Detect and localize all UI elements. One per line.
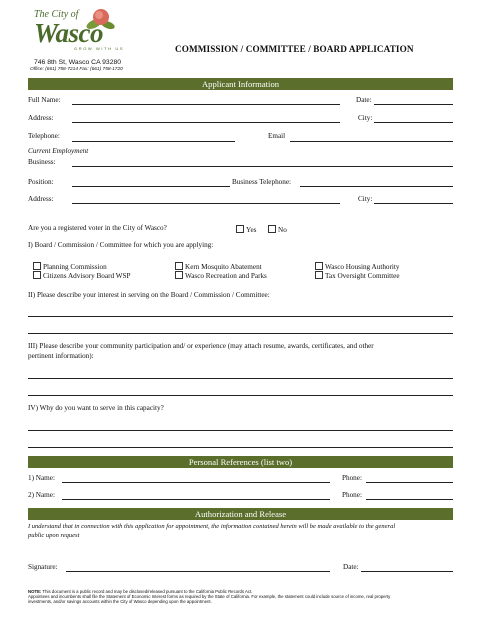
option-wasco-housing-authority[interactable] [315, 262, 400, 271]
email-label: Email [268, 132, 286, 140]
business-address-field[interactable] [72, 203, 340, 204]
position-field[interactable] [72, 186, 230, 187]
logo-the-city-of: The City of [34, 9, 79, 20]
footer-note [28, 589, 458, 604]
reference-1-name-label: 1) Name: [28, 474, 55, 482]
option-label: Wasco Recreation and Parks [185, 272, 267, 280]
business-address-label: Address: [28, 195, 54, 203]
reference-2-name-field[interactable] [62, 499, 330, 500]
checkbox[interactable] [315, 262, 323, 270]
option-tax-oversight-committee[interactable] [315, 271, 400, 280]
answer-3-line[interactable] [28, 395, 453, 396]
question-3-line-1: III) Please describe your community participation and/ or experience (may attach resume, awards, certificates, and other [28, 342, 374, 350]
note-line-3: investments, and/or savings accounts within the City of Wasco depending upon the appointment. [28, 599, 212, 604]
city-field[interactable] [374, 122, 453, 123]
address-field[interactable] [72, 122, 340, 123]
voter-yes-option[interactable] [236, 225, 256, 234]
checkbox[interactable] [315, 271, 323, 279]
date-field[interactable] [374, 104, 453, 105]
reference-1-phone-label: Phone: [342, 474, 362, 482]
reference-2-name-label: 2) Name: [28, 491, 55, 499]
voter-no-option[interactable] [268, 225, 287, 234]
answer-2-line[interactable] [28, 316, 453, 317]
question-4: IV) Why do you want to serve in this capacity? [28, 404, 164, 412]
signature-date-label: Date: [343, 563, 359, 571]
full-name-label: Full Name: [28, 96, 61, 104]
question-2: II) Please describe your interest in serving on the Board / Commission / Committee: [28, 291, 270, 299]
logo-wasco: Wasco [34, 18, 103, 48]
authorization-release-header: Authorization and Release [28, 508, 453, 520]
business-telephone-field[interactable] [300, 186, 453, 187]
telephone-label: Telephone: [28, 132, 60, 140]
current-employment-label: Current Employment [28, 147, 89, 155]
signature-date-field[interactable] [361, 571, 453, 572]
reference-2-phone-label: Phone: [342, 491, 362, 499]
option-label: Citizens Advisory Board WSP [43, 272, 131, 280]
option-label: Planning Commission [43, 263, 107, 271]
authorization-statement-line-1: I understand that in connection with this application for appointment, the information contained herein will be made available to the general [28, 523, 396, 530]
reference-1-phone-field[interactable] [366, 482, 453, 483]
registered-voter-question: Are you a registered voter in the City of Wasco? [28, 224, 167, 232]
option-wasco-recreation-parks[interactable] [175, 271, 267, 280]
option-planning-commission[interactable] [33, 262, 107, 271]
checkbox[interactable] [175, 271, 183, 279]
logo-tagline: GROW WITH US [74, 46, 125, 51]
option-label: Kern Mosquito Abatement [185, 263, 262, 271]
option-kern-mosquito-abatement[interactable] [175, 262, 262, 271]
address-label: Address: [28, 114, 54, 122]
checkbox[interactable] [236, 225, 244, 233]
business-city-field[interactable] [374, 203, 453, 204]
yes-label: Yes [246, 226, 257, 234]
option-label: Wasco Housing Authority [325, 263, 400, 271]
business-city-label: City: [358, 195, 373, 203]
question-3-line-2: pertinent information): [28, 352, 94, 360]
answer-2-line[interactable] [28, 333, 453, 334]
note-line-2: Appointees and incumbents shall file the Statement of Economic Interest forms as required by the State of California. For example, the statement could include source of income, real property [28, 594, 391, 599]
answer-4-line[interactable] [28, 447, 453, 448]
checkbox[interactable] [33, 271, 41, 279]
answer-4-line[interactable] [28, 430, 453, 431]
personal-references-header: Personal References (list two) [28, 456, 453, 468]
authorization-statement-line-2: public upon request [28, 532, 80, 539]
signature-field[interactable] [66, 571, 330, 572]
note-label: NOTE: [28, 589, 42, 594]
page-title: COMMISSION / COMMITTEE / BOARD APPLICATION [175, 44, 414, 54]
no-label: No [278, 226, 287, 234]
city-phone-fax: Office: (661) 758-7214 Fax: (661) 758-1720 [30, 67, 123, 72]
checkbox[interactable] [268, 225, 276, 233]
city-label: City: [358, 114, 373, 122]
business-label: Business: [28, 158, 56, 166]
answer-3-line[interactable] [28, 378, 453, 379]
business-telephone-label: Business Telephone: [232, 178, 292, 186]
option-label: Tax Oversight Committee [325, 272, 400, 280]
checkbox[interactable] [33, 262, 41, 270]
applicant-information-header: Applicant Information [28, 78, 453, 90]
option-citizens-advisory-board[interactable] [33, 271, 131, 280]
position-label: Position: [28, 178, 54, 186]
business-field[interactable] [72, 166, 453, 167]
reference-1-name-field[interactable] [62, 482, 330, 483]
checkbox[interactable] [175, 262, 183, 270]
question-1: I) Board / Commission / Committee for which you are applying: [28, 241, 214, 249]
reference-2-phone-field[interactable] [366, 499, 453, 500]
telephone-field[interactable] [72, 141, 235, 142]
full-name-field[interactable] [72, 104, 340, 105]
date-label: Date: [356, 96, 372, 104]
note-line-1: This document is a public record and may be disclosed/released pursuant to the California Public Records Act. [41, 589, 253, 594]
email-field[interactable] [290, 141, 453, 142]
signature-label: Signature: [28, 563, 58, 571]
city-address: 746 8th St, Wasco CA 93280 [34, 59, 122, 66]
